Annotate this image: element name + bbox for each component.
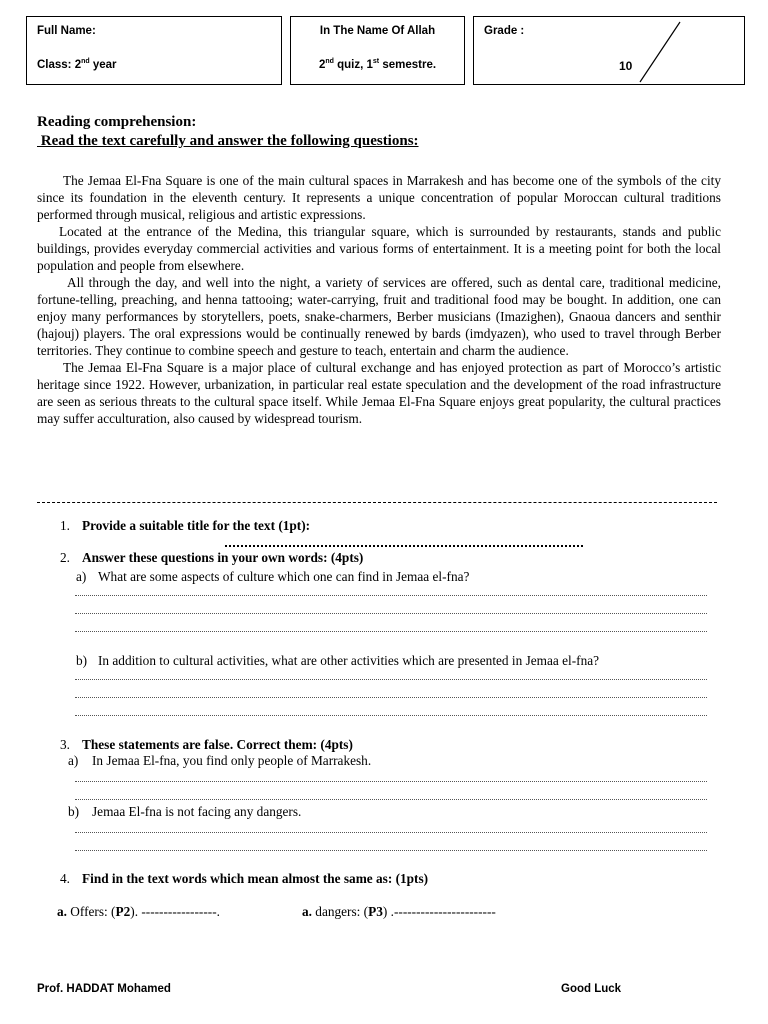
passage-paragraph: The Jemaa El-Fna Square is one of the main cultural spaces in Marrakesh and has become one of the symbols of the city since its foundation in the eleventh century. It represents a unique concentration of popular Moroccan cultural traditions performed through musical, religious and artistic expressions. — [37, 173, 721, 222]
answer-line[interactable] — [75, 631, 707, 632]
answer-line[interactable] — [75, 850, 707, 851]
answer-line[interactable] — [75, 697, 707, 698]
q2-text: Answer these questions in your own words: (4pts) — [82, 550, 364, 565]
q4-number: 4. — [60, 871, 70, 886]
q3b-text: Jemaa El-fna is not facing any dangers. — [92, 804, 302, 819]
passage-paragraph: The Jemaa El-Fna Square is a major place of cultural exchange and has enjoyed protection as part of Morocco’s artistic heritage since 1922. However, urbanization, in particular real estate speculation and the development of the road infrastructure are seen as serious threats to the cultural space itself. While Jemaa El-Fna Square enjoys great popularity, the cultural practices may suffer acculturation, also caused by widespread tourism. — [37, 360, 721, 426]
q3b-letter: b) — [68, 804, 80, 819]
student-info-box — [26, 16, 282, 85]
teacher-name: Prof. HADDAT Mohamed — [37, 983, 171, 995]
grade-box — [473, 16, 745, 85]
q2-number: 2. — [60, 550, 70, 565]
passage-paragraph: All through the day, and well into the night, a variety of services are offered, such as dental care, traditional medicine, fortune-telling, preaching, and henna tattooing; water-carrying, fruit and traditional food may be bought. In addition, one can enjoy many performances by storytellers, poets, snake-charmers, Berber musicians (Imazighen), Gnaoua dancers and senthir (hajouj) players. The oral expressions would be continually renewed by bards (imdyazen), who used to travel through Berber territories. They continue to combine speech and gesture to teach, entertain and charm the audience. — [37, 275, 721, 358]
quiz-title-box — [290, 16, 465, 85]
section-title: Reading comprehension: — [37, 114, 197, 130]
grade-total: 10 — [619, 59, 633, 73]
q2a-letter: a) — [76, 569, 87, 584]
q1-answer-line[interactable] — [225, 545, 583, 547]
vocab-item-offers[interactable]: a. Offers: (P2). -----------------. — [57, 904, 220, 919]
q3-text: These statements are false. Correct them: (4pts) — [82, 737, 353, 752]
full-name-label: Full Name: — [37, 25, 96, 37]
answer-line[interactable] — [75, 715, 707, 716]
class-label: Class: 2nd year — [37, 58, 117, 71]
answer-line[interactable] — [75, 781, 707, 782]
q1-text: Provide a suitable title for the text (1pt): — [82, 518, 311, 533]
quiz-semester-label: 2nd quiz, 1st semestre. — [318, 58, 437, 71]
grade-slash-line — [634, 20, 684, 84]
q2a-text: What are some aspects of culture which one can find in Jemaa el-fna? — [98, 569, 470, 584]
q3a-text: In Jemaa El-fna, you find only people of Marrakesh. — [92, 753, 372, 768]
q3a-letter: a) — [68, 753, 79, 768]
closing-text: Good Luck — [561, 983, 622, 995]
answer-line[interactable] — [75, 613, 707, 614]
q2b-text: In addition to cultural activities, what are other activities which are presented in Jemaa el-fna? — [98, 653, 600, 668]
q1-number: 1. — [60, 518, 70, 533]
grade-label: Grade : — [484, 25, 525, 37]
answer-line[interactable] — [75, 799, 707, 800]
answer-line[interactable] — [75, 595, 707, 596]
answer-line[interactable] — [75, 832, 707, 833]
vocab-item-dangers[interactable]: a. dangers: (P3) .----------------------- — [302, 904, 496, 919]
answer-line[interactable] — [75, 679, 707, 680]
q2b-letter: b) — [76, 653, 88, 668]
reading-passage — [37, 172, 721, 427]
separator-line — [37, 502, 717, 503]
q3-number: 3. — [60, 737, 70, 752]
bismillah-title: In The Name Of Allah — [319, 25, 436, 37]
passage-paragraph: Located at the entrance of the Medina, this triangular square, which is surrounded by restaurants, stands and public buildings, provides everyday commercial activities and various forms of entertainment. It is a meeting point for both the local population and people from elsewhere. — [37, 224, 721, 273]
q4-text: Find in the text words which mean almost the same as: (1pts) — [82, 871, 429, 886]
section-instruction: Read the text carefully and answer the following questions: — [37, 133, 419, 149]
